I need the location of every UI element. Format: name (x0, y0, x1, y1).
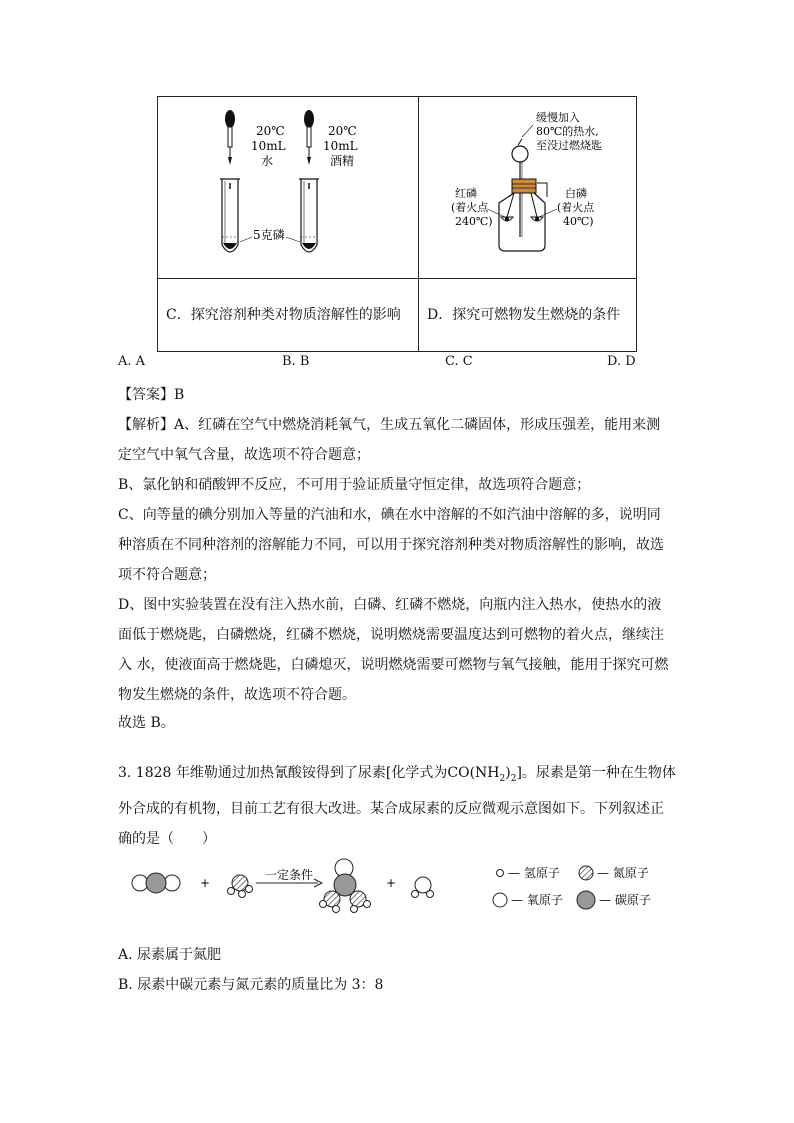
dropper-left (225, 110, 235, 165)
caption-d: D．探究可燃物发生燃烧的条件 (427, 307, 621, 323)
analysis-line-6: 项不符合题意； (118, 567, 216, 583)
combustion-experiment-figure (419, 97, 636, 274)
analysis-line-7: D、图中实验装置在没有注入热水前，白磷、红磷不燃烧，向瓶内注入热水，使热水的液 (118, 597, 662, 613)
dropper-right-label-3: 酒精 (330, 154, 355, 168)
figure-d-cell (419, 97, 637, 279)
dropper-left-label-1: 20℃ (256, 124, 285, 138)
analysis-line-5: 种溶质在不同种溶剂的溶解能力不同，可以用于探究溶剂种类对物质溶解性的影响，故选 (118, 537, 664, 553)
dropper-right (304, 110, 314, 165)
option-a: A. A (118, 354, 146, 369)
dropper-left-label-2: 10mL (251, 139, 286, 153)
test-tube-left (220, 179, 240, 252)
white-phosphorus-label-2: (着火点 (557, 201, 595, 214)
question-3-option-b: B. 尿素中碳元素与氮元素的质量比为 3：8 (118, 977, 384, 993)
test-tube-right (299, 179, 319, 252)
water-molecule (412, 877, 434, 898)
legend-hydrogen: — 氢原子 (508, 866, 560, 880)
experiment-table (157, 96, 637, 352)
red-phosphorus-label-1: 红磷 (455, 187, 477, 200)
question-3-option-a: A. 尿素属于氮肥 (118, 947, 222, 963)
legend-nitrogen-icon (579, 866, 593, 880)
urea-molecule (320, 859, 371, 913)
legend-carbon: — 碳原子 (599, 893, 651, 907)
solvent-experiment-figure (158, 97, 418, 274)
caption-c-cell (158, 279, 419, 352)
question-3-text-pre: 3. 1828 年维勒通过加热氰酸铵得到了尿素[化学式为 (118, 765, 448, 781)
nh3-molecule (228, 875, 253, 898)
phosphorus-label: 5克磷 (253, 228, 285, 242)
analysis-line-1: 【解析】A、红磷在空气中燃烧消耗氧气，生成五氧化二磷固体，形成压强差，能用来测 (118, 417, 661, 433)
plus-sign-2: + (386, 876, 397, 890)
dropper-left-label-3: 水 (261, 154, 274, 168)
white-phosphorus-label-1: 白磷 (565, 187, 587, 200)
analysis-line-4: C、向等量的碘分别加入等量的汽油和水，碘在水中溶解的不如汽油中溶解的多，说明同 (118, 507, 661, 523)
red-phosphorus-label-2: (着火点 (451, 201, 489, 214)
hot-water-label-2: 80℃的热水, (536, 125, 599, 138)
caption-d-cell (419, 279, 637, 352)
legend-carbon-icon (577, 891, 595, 909)
question-3-line-3: 确的是（ ） (118, 830, 216, 847)
question-3-options (118, 940, 678, 1000)
analysis-line-3: B、氯化钠和硝酸钾不反应，不可用于验证质量守恒定律，故选项符合题意； (118, 477, 591, 493)
legend-nitrogen: — 氮原子 (597, 866, 649, 880)
legend-oxygen: — 氧原子 (511, 893, 563, 907)
analysis-line-10: 物发生燃烧的条件，故选项不符合题。 (118, 687, 356, 703)
dropper-right-label-2: 10mL (323, 139, 358, 153)
option-c: C. C (445, 354, 473, 369)
question-3-line-1 (118, 758, 678, 794)
analysis-line-2: 定空气中氧气含量，故选项不符合题意； (118, 447, 370, 463)
reaction-diagram (118, 855, 678, 915)
legend-hydrogen-icon (497, 870, 504, 877)
dropper-right-label-1: 20℃ (328, 124, 357, 138)
analysis-line-8: 面低于燃烧匙，白磷燃烧，红磷不燃烧，说明燃烧需要温度达到可燃物的着火点，继续注 (118, 627, 664, 643)
legend-oxygen-icon (493, 893, 507, 907)
plus-sign-1: + (200, 876, 211, 890)
option-b: B. B (282, 354, 310, 369)
option-d: D. D (607, 354, 636, 369)
red-phosphorus-label-3: 240℃) (455, 215, 493, 228)
question-3 (118, 758, 678, 854)
legend (493, 866, 651, 909)
urea-formula: $CO(NH_2)_2$ (447, 765, 517, 784)
analysis-line-11: 故选 B。 (118, 715, 175, 731)
co2-molecule (132, 873, 180, 893)
question-3-text-post: ]。尿素是第一种在生物体 (516, 765, 676, 781)
condition-label: 一定条件 (265, 868, 314, 882)
caption-c: C．探究溶剂种类对物质溶解性的影响 (166, 307, 401, 323)
analysis-line-9: 入 水，使液面高于燃烧匙，白磷熄灭，说明燃烧需要可燃物与氧气接触，能用于探究可燃 (118, 657, 669, 673)
hot-water-label-3: 至没过燃烧匙 (536, 139, 602, 152)
hot-water-label-1: 缓慢加入 (536, 111, 580, 124)
white-phosphorus-label-3: 40℃) (563, 215, 594, 228)
analysis-block (118, 380, 678, 736)
answer-line: 【答案】B (118, 387, 185, 403)
question-3-line-2: 外合成的有机物，目前工艺有很大改进。某合成尿素的反应微观示意图如下。下列叙述正 (118, 800, 664, 817)
figure-c-cell (158, 97, 419, 279)
